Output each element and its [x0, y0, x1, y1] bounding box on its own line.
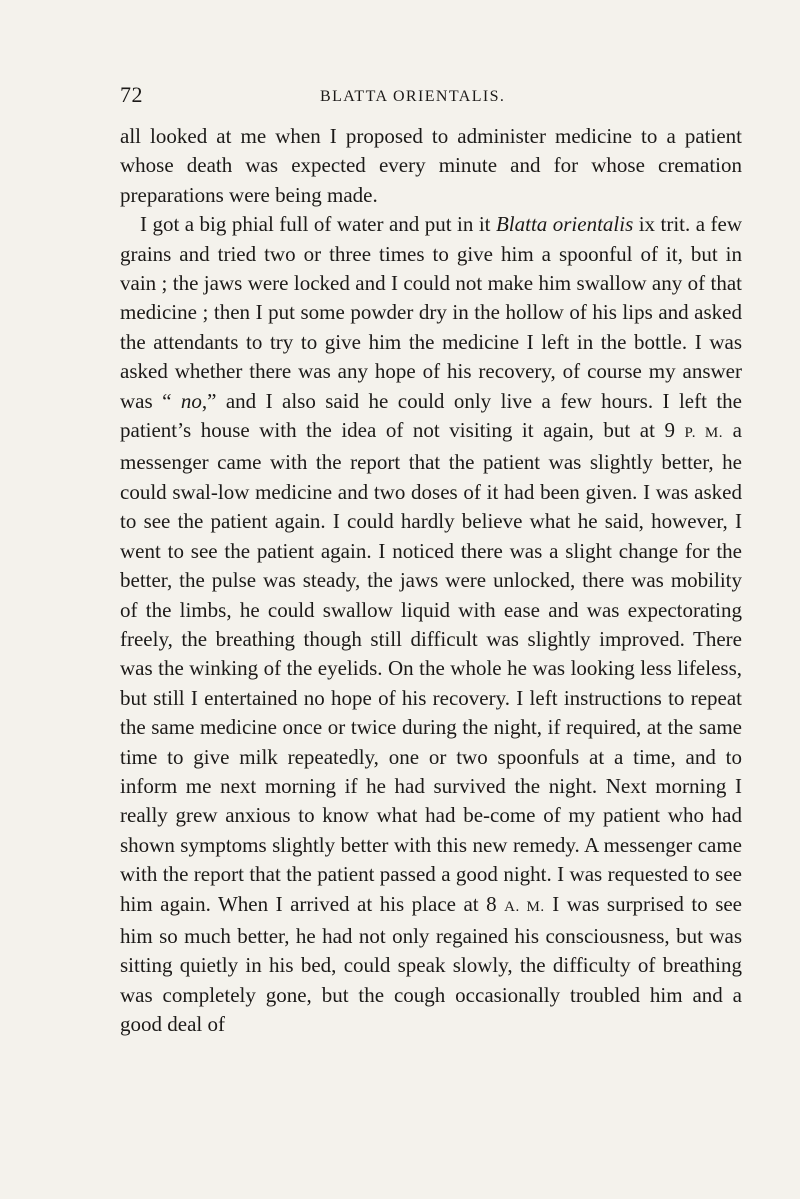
paragraph-continued: all looked at me when I proposed to administer medicine to a patient whose death was expected every minute and for whose cremation preparations were being made.	[120, 124, 742, 207]
text-run: ,” and I also said he could only live a few hours. I left the patient’s house with the idea of not visiting it again, but at 9	[120, 388, 743, 443]
text-run: I got a big phial full of water and put in it	[140, 212, 496, 237]
body-text	[120, 122, 742, 1040]
text-run: ix trit. a few grains and tried two or three times to give him a spoonful of it, but in vain ; the jaws were locked and I could not make him swallow any of that medicine ; then I put some powder dry in the hollow of his lips and asked the attendants to try to give him the medicine I left in the bottle. I was asked whether there was any hope of his recovery, of course my answer was “	[120, 212, 742, 413]
running-title: BLATTA ORIENTALIS.	[320, 88, 506, 105]
paragraph-main	[120, 210, 742, 1039]
text-run: I was surprised to see him so much better, he had not only regained his consciousness, but was sitting quietly in his bed, could speak slowly, the difficulty of breathing was completely gone, but the cough occasionally troubled him and a good deal of	[120, 891, 743, 1037]
time-marker: P. M.	[684, 425, 724, 442]
running-head	[120, 82, 740, 112]
italic-answer: no	[180, 388, 202, 413]
text-run: a messenger came with the report that the patient was slightly better, he could swal-low medicine and two doses of it had been given. I was asked to see the patient again. I could hardly believe what he said, however, I went to see the patient again. I noticed there was a slight change for the better, the pulse was steady, the jaws were unlocked, there was mobility of the limbs, he could swallow liquid with ease and was expectorating freely, the breathing though still difficult was slightly improved. There was the winking of the eyelids. On the whole he was looking less lifeless, but still I entertained no hope of his recovery. I left instructions to repeat the same medicine once or twice during the night, if required, at the same time to give milk repeatedly, one or two spoonfuls at a time, and to inform me next morning if he had survived the night. Next morning I really grew anxious to know what had be-come of my patient who had shown symptoms slightly better with this new remedy. A messenger came with the report that the patient passed a good night. I was requested to see him again. When I arrived at his place at 8	[120, 418, 742, 916]
time-marker: A. M.	[504, 898, 545, 915]
remedy-name: Blatta orientalis	[495, 212, 634, 237]
page-number: 72	[120, 82, 143, 107]
